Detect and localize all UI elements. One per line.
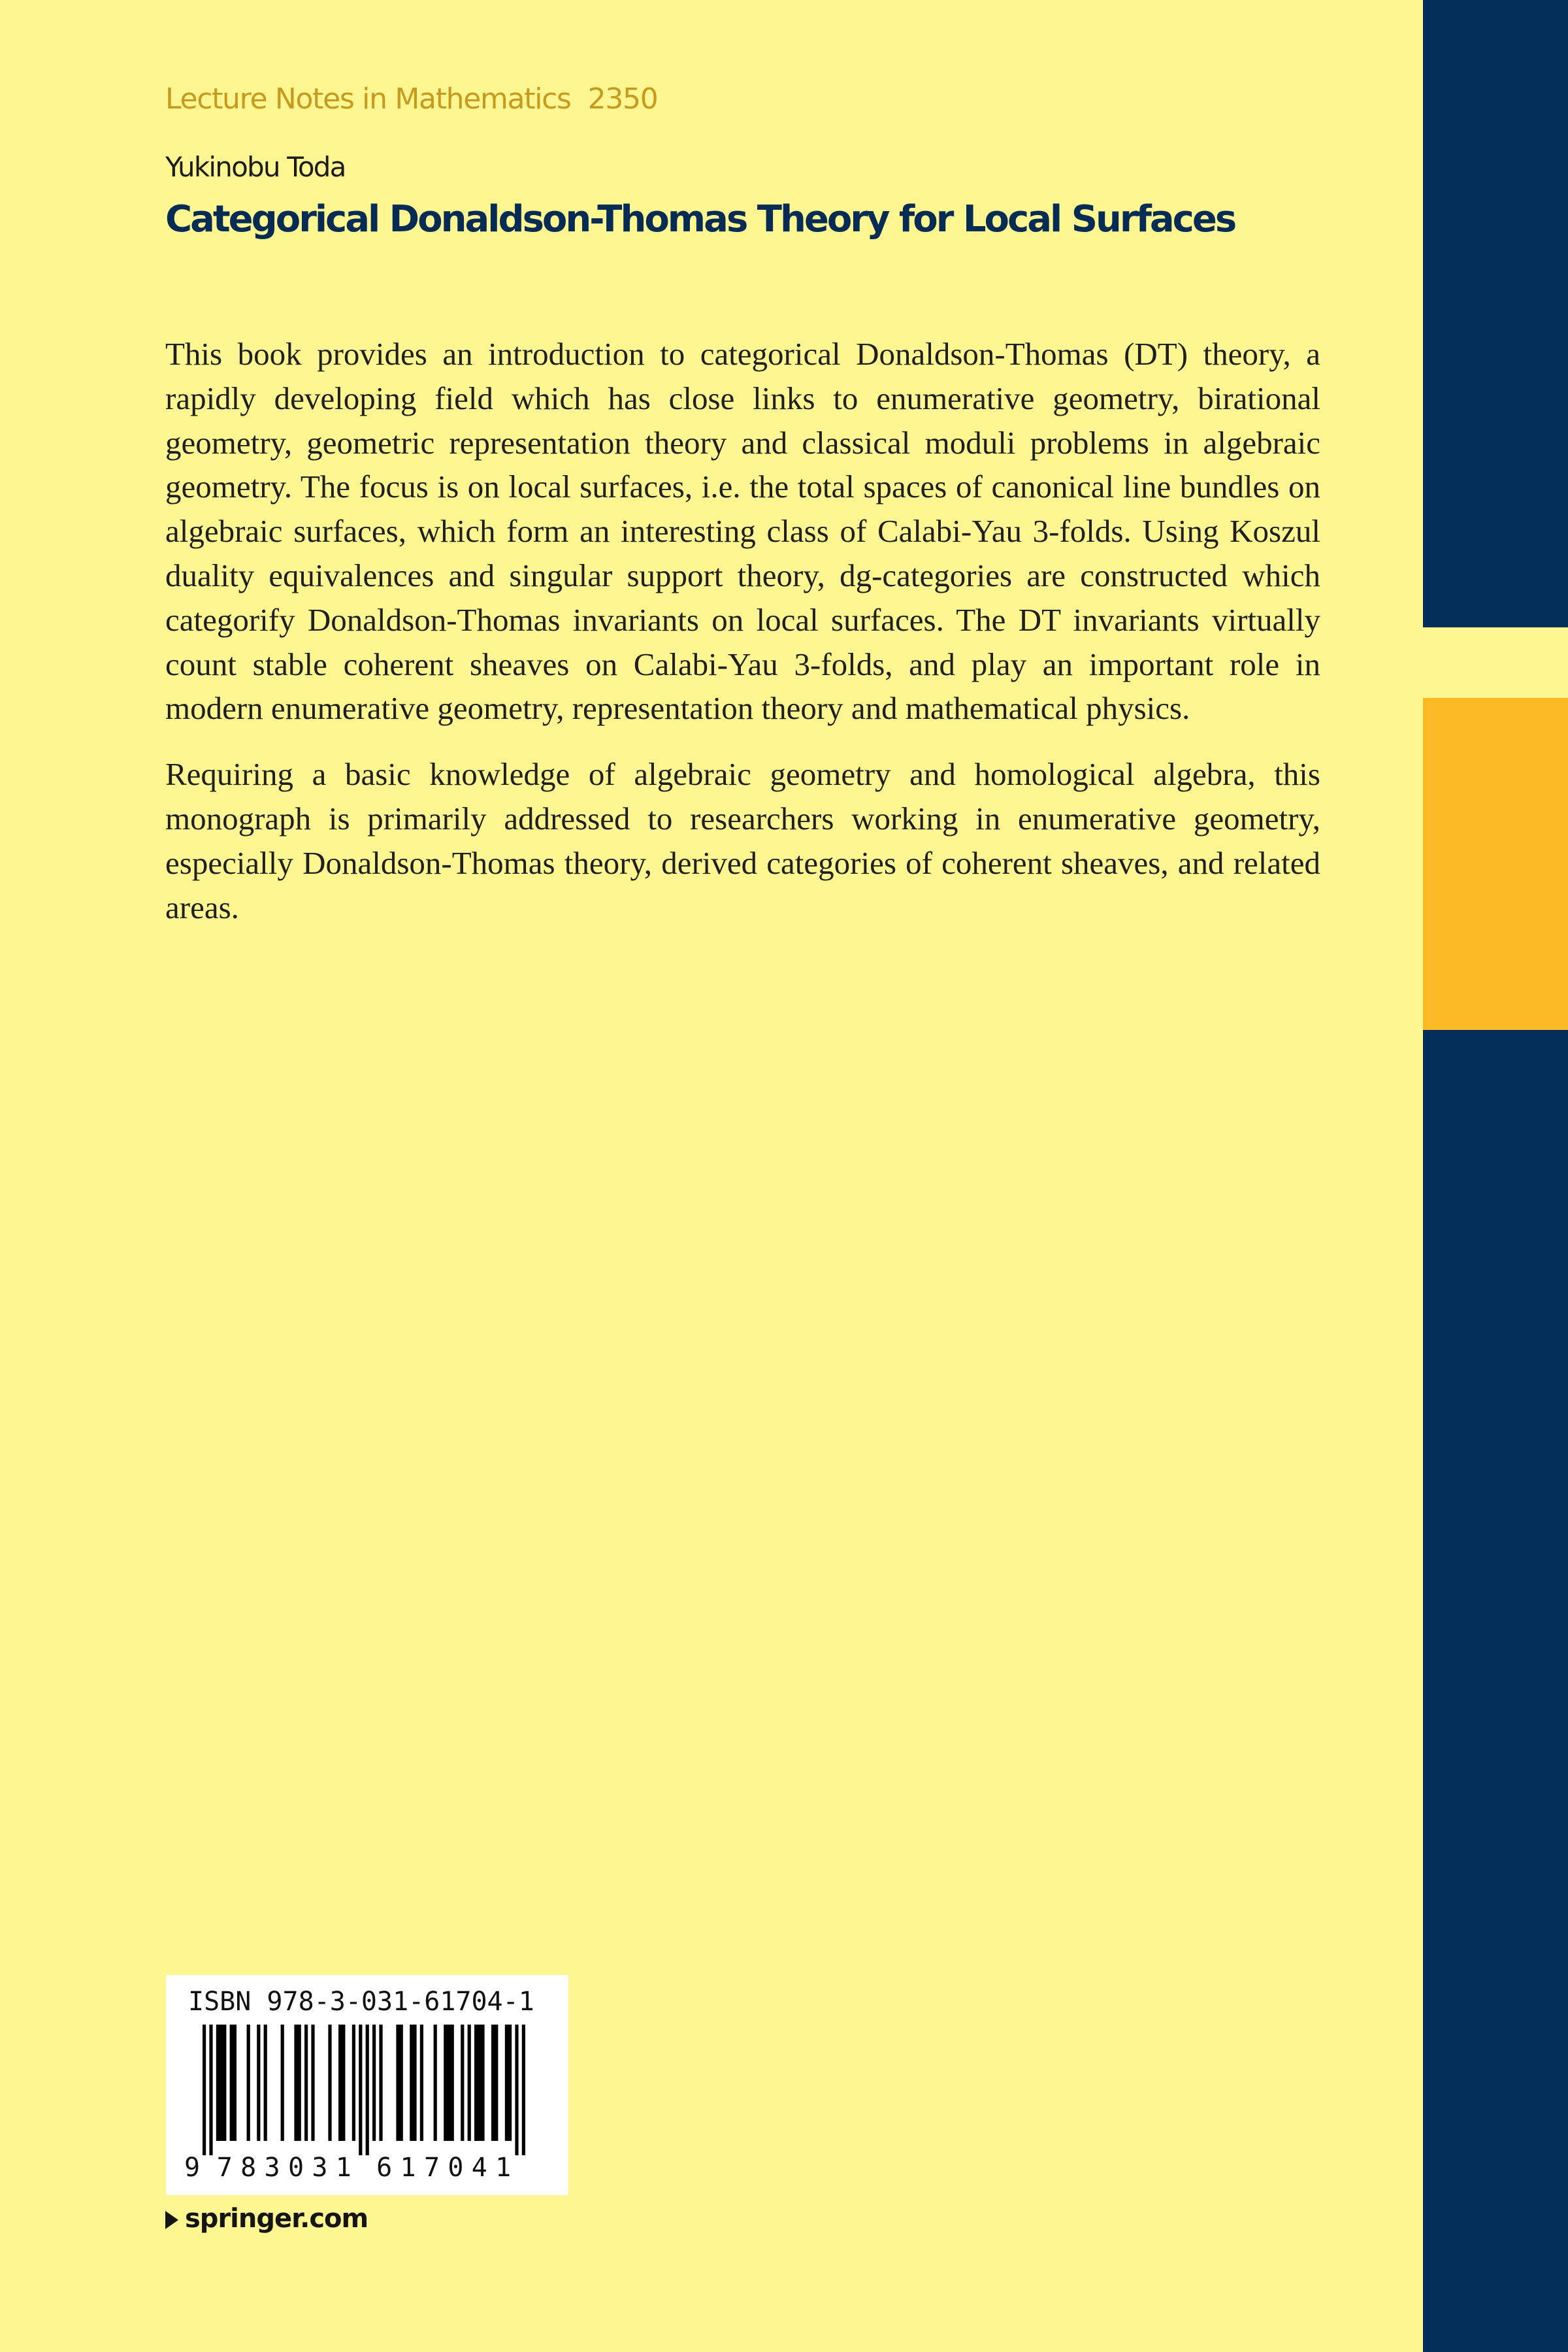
publisher-url: springer.com (185, 2204, 368, 2234)
barcode-digit: 7 (423, 2153, 440, 2183)
barcode-bar (328, 2025, 331, 2141)
series-name: Lecture Notes in Mathematics (165, 82, 571, 116)
description (165, 332, 1320, 951)
series-line (165, 82, 657, 116)
barcode-bar (352, 2025, 355, 2141)
barcode-digit: 0 (287, 2153, 304, 2183)
barcode-digit: 9 (184, 2153, 201, 2183)
barcode-bar (420, 2025, 423, 2141)
barcode-digit: 1 (335, 2153, 351, 2183)
spine-stripe-navy (1423, 0, 1568, 2352)
spine-stripe-orange (1423, 698, 1568, 1030)
spine-stripe-light (1423, 627, 1568, 698)
barcode-bar (264, 2025, 267, 2141)
barcode-guard-bar (209, 2025, 212, 2155)
barcode-digit: 0 (448, 2153, 464, 2183)
barcode-bar (474, 2025, 485, 2141)
barcode-bar (434, 2025, 437, 2141)
barcode-guard-bar (366, 2025, 369, 2155)
publisher-link[interactable] (165, 2204, 368, 2234)
barcode-bar (247, 2025, 250, 2141)
isbn-label: ISBN 978-3-031-61704-1 (188, 1987, 534, 2017)
barcode-guard-bar (515, 2025, 518, 2155)
barcode-bar (304, 2025, 308, 2141)
description-paragraph-1: This book provides an introduction to categorical Donaldson-Thomas (DT) theory, a rapidly developing field which has close links to enumerative geometry, birational geometry, geometric representation theory and classical moduli problems in algebraic geometry. The focus is on local surfaces, i.e. the total spaces of canonical line bundles on algebraic surfaces, which form an interesting class of Calabi-Yau 3-folds. Using Koszul duality equivalences and singular support theory, dg-categories are constructed which categorify Donaldson-Thomas invariants on local surfaces. The DT invariants virtually count stable coherent sheaves on Calabi-Yau 3-folds, and play an important role in modern enumerative geometry, representation theory and mathematical physics. (165, 336, 1320, 727)
barcode-guard-bar (203, 2025, 206, 2155)
barcode-panel (166, 1975, 568, 2195)
barcode-bars (203, 2025, 525, 2155)
barcode-bar (281, 2025, 284, 2141)
barcode-bar (379, 2025, 382, 2141)
barcode-digit: 1 (400, 2153, 416, 2183)
barcode-bar (372, 2025, 376, 2141)
barcode-bar (468, 2025, 471, 2141)
barcode-guard-bar (522, 2025, 525, 2155)
barcode-digit: 6 (376, 2153, 393, 2183)
barcode-digit: 3 (312, 2153, 328, 2183)
barcode-guard-bar (359, 2025, 362, 2155)
barcode-digit: 1 (495, 2153, 512, 2183)
barcode-bar (461, 2025, 464, 2141)
barcode-bar (230, 2025, 237, 2141)
arrow-right-icon (165, 2211, 178, 2229)
barcode-digit: 7 (216, 2153, 233, 2183)
barcode-bar (338, 2025, 345, 2141)
barcode-bar (311, 2025, 314, 2141)
description-paragraph-2: Requiring a basic knowledge of algebraic geometry and homological algebra, this monograph is primarily addressed to researchers working in enumerative geometry, especially Donaldson-Thomas theory, derived categories of coherent sheaves, and related areas. (165, 756, 1320, 925)
barcode-bar (257, 2025, 260, 2141)
barcode-digit: 4 (471, 2153, 487, 2183)
barcode-digits (184, 2153, 511, 2183)
barcode-bar (396, 2025, 402, 2141)
barcode-digit: 8 (240, 2153, 257, 2183)
author-name: Yukinobu Toda (165, 151, 346, 183)
isbn-barcode (184, 2025, 550, 2188)
barcode-bar (444, 2025, 454, 2141)
barcode-bar (216, 2025, 227, 2141)
barcode-bar (491, 2025, 498, 2141)
barcode-bar (505, 2025, 512, 2141)
barcode-digit: 3 (264, 2153, 280, 2183)
series-number: 2350 (587, 82, 658, 116)
barcode-bar (410, 2025, 416, 2141)
book-title: Categorical Donaldson-Thomas Theory for Local Surfaces (165, 198, 1235, 240)
barcode-bar (294, 2025, 301, 2141)
